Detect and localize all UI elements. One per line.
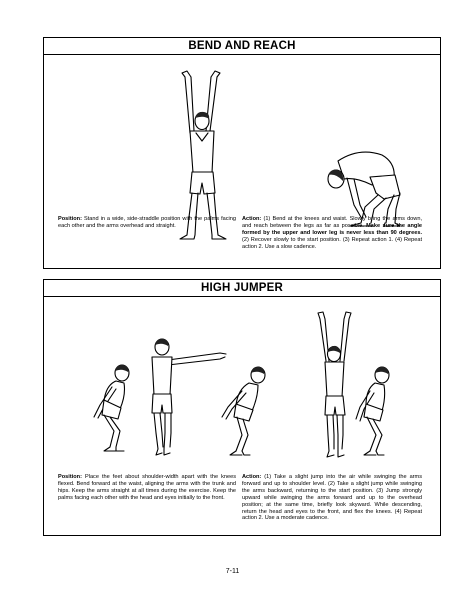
action-text-2: (2) Recover slowly to the start position. (3) Repeat action 1. (4) Repeat action 2. Use a slow cadence. — [242, 236, 422, 250]
action-text-1: (1) Bend at the knees and waist. Slowly bring the arms down, and reach between the legs as far as possible. — [242, 216, 423, 229]
high-jumper-action — [242, 474, 422, 522]
page-number: 7-11 — [225, 568, 240, 575]
action-label: Action: — [242, 474, 262, 480]
high-jumper-position — [58, 474, 236, 502]
high-jumper-illustration — [44, 297, 439, 472]
figure-landing-position — [356, 367, 389, 455]
position-text: Stand in a wide, side-straddle position with the palms facing each other and the arms overhead and straight. — [58, 216, 236, 229]
position-label: Position: — [58, 216, 82, 222]
position-label: Position: — [58, 474, 82, 480]
figure-arms-overhead — [318, 312, 351, 457]
bend-and-reach-action — [242, 216, 422, 251]
figure-arms-forward — [152, 339, 226, 455]
action-bold-text: Make sure the angle formed by the upper and lower leg is never less than 90 degrees. — [242, 222, 422, 236]
position-text: Place the feet about shoulder-width apart with the knees flexed. Bend forward at the waist, aligning the arms with the trunk and hips. Keep the arms straight at all times during the exercise. Keep the palms facing each other with the head and eyes initially to the front. — [58, 474, 236, 501]
action-text: (1) Take a slight jump into the air while swinging the arms forward and up to shoulder level. (2) Take a slight jump while swinging the arms backward, returning to the start position. (3) Jump strongly upward while swinging the arms forward and up to the overhead position; at the same time, briefly look skyward. While descending, return the head and eyes to the front, and flex the knees. (4) Repeat action 2. Use a moderate cadence. — [242, 474, 422, 522]
action-label: Action: — [242, 216, 262, 222]
high-jumper-title: HIGH JUMPER — [44, 280, 440, 297]
figure-start-position — [94, 365, 129, 451]
bent-figure-reaching — [328, 152, 400, 226]
standing-figure-arms-up — [180, 71, 226, 239]
bend-and-reach-panel — [43, 37, 441, 269]
high-jumper-panel — [43, 279, 441, 536]
bend-and-reach-title: BEND AND REACH — [44, 38, 440, 55]
bend-and-reach-position — [58, 216, 236, 230]
figure-arms-back — [222, 367, 265, 455]
